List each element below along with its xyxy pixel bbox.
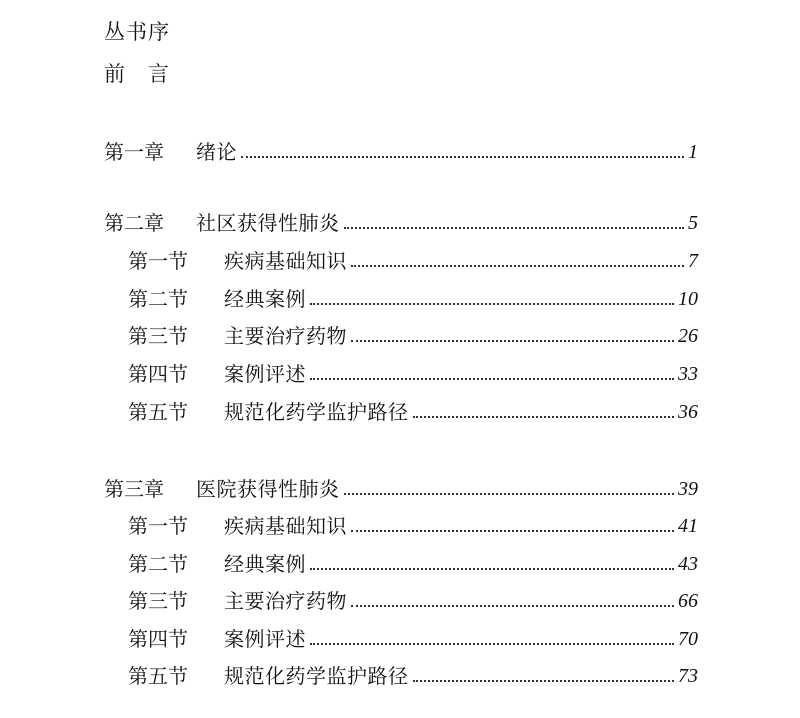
dot-leader <box>241 156 684 158</box>
section-title: 经典案例 <box>224 287 306 311</box>
section-number: 第二节 <box>128 287 188 311</box>
section-number: 第三节 <box>128 589 188 613</box>
chapter-title: 医院获得性肺炎 <box>196 477 340 501</box>
section-title: 疾病基础知识 <box>224 514 347 538</box>
dot-leader <box>351 605 674 607</box>
page-number: 1 <box>688 141 698 163</box>
section-number: 第一节 <box>128 249 188 273</box>
toc-section[interactable] <box>104 245 698 271</box>
dot-leader <box>310 643 674 645</box>
page-number: 5 <box>688 212 698 234</box>
chapter-number: 第一章 <box>104 140 164 164</box>
page-number: 66 <box>678 590 698 612</box>
section-title: 经典案例 <box>224 552 306 576</box>
section-title: 规范化药学监护路径 <box>224 664 409 688</box>
toc-section[interactable] <box>104 623 698 649</box>
page-number: 7 <box>688 250 698 272</box>
toc-section[interactable] <box>104 510 698 536</box>
toc-section[interactable] <box>104 358 698 384</box>
section-title: 主要治疗药物 <box>224 324 347 348</box>
dot-leader <box>413 416 675 418</box>
section-number: 第四节 <box>128 362 188 386</box>
chapter-number: 第三章 <box>104 477 164 501</box>
toc-section[interactable] <box>104 548 698 574</box>
section-number: 第三节 <box>128 324 188 348</box>
series-preface-entry[interactable]: 丛书序 <box>104 20 170 44</box>
dot-leader <box>351 265 684 267</box>
chapter-title: 绪论 <box>196 140 237 164</box>
toc-section[interactable] <box>104 320 698 346</box>
chapter-number: 第二章 <box>104 211 164 235</box>
page-number: 36 <box>678 401 698 423</box>
section-title: 规范化药学监护路径 <box>224 400 409 424</box>
toc-section[interactable] <box>104 396 698 422</box>
page-number: 41 <box>678 515 698 537</box>
section-title: 疾病基础知识 <box>224 249 347 273</box>
preface-entry[interactable]: 前 言 <box>104 62 170 86</box>
page-number: 26 <box>678 325 698 347</box>
section-title: 案例评述 <box>224 362 306 386</box>
section-number: 第五节 <box>128 664 188 688</box>
page-number: 70 <box>678 628 698 650</box>
dot-leader <box>351 340 674 342</box>
dot-leader <box>413 680 675 682</box>
page-number: 43 <box>678 553 698 575</box>
dot-leader <box>310 568 674 570</box>
chapter-title: 社区获得性肺炎 <box>196 211 340 235</box>
page-number: 73 <box>678 665 698 687</box>
dot-leader <box>344 227 685 229</box>
section-number: 第一节 <box>128 514 188 538</box>
section-number: 第二节 <box>128 552 188 576</box>
page-number: 39 <box>678 478 698 500</box>
section-title: 主要治疗药物 <box>224 589 347 613</box>
toc-section[interactable] <box>104 585 698 611</box>
toc-chapter-3[interactable] <box>104 473 698 499</box>
toc-chapter-1[interactable] <box>104 136 698 162</box>
toc-section[interactable] <box>104 660 698 686</box>
toc-section[interactable] <box>104 283 698 309</box>
toc-chapter-2[interactable] <box>104 207 698 233</box>
section-number: 第五节 <box>128 400 188 424</box>
page-number: 33 <box>678 363 698 385</box>
section-number: 第四节 <box>128 627 188 651</box>
section-title: 案例评述 <box>224 627 306 651</box>
dot-leader <box>344 493 675 495</box>
dot-leader <box>351 530 674 532</box>
dot-leader <box>310 378 674 380</box>
dot-leader <box>310 303 674 305</box>
page-number: 10 <box>678 288 698 310</box>
